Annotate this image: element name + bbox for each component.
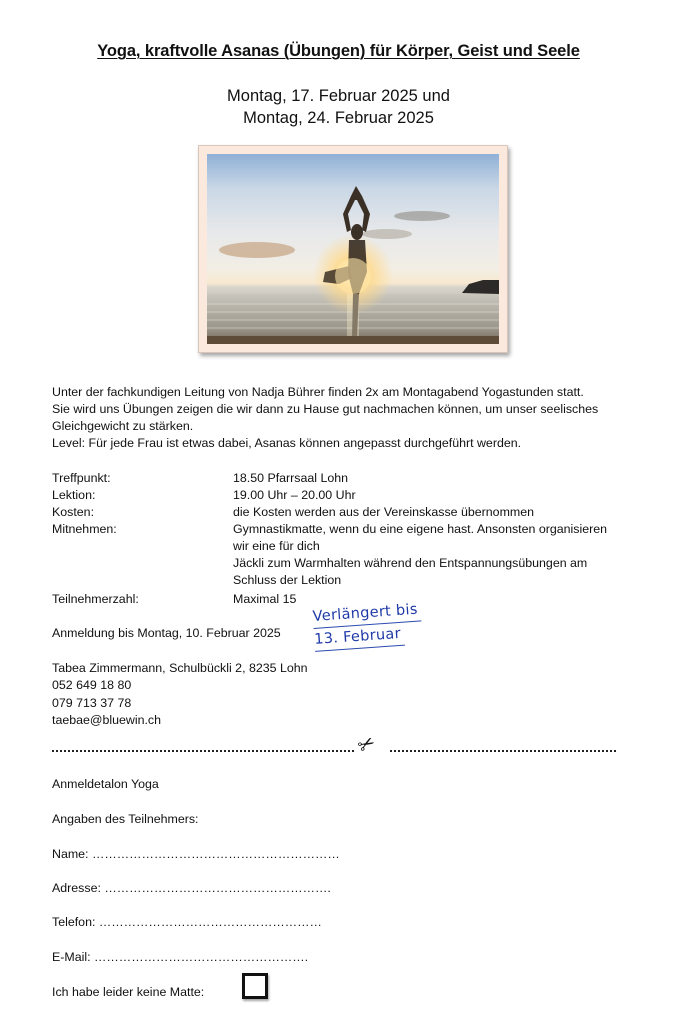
event-date-1: Montag, 17. Februar 2025 und <box>227 87 450 105</box>
detail-label: Kosten: <box>52 505 95 519</box>
form-field-address[interactable] <box>52 880 331 897</box>
handwritten-note-line: Verlängert bis <box>312 598 421 628</box>
field-label: Adresse: <box>52 881 101 895</box>
field-dots[interactable]: ……………………………………………… <box>98 915 322 929</box>
detail-label: Mitnehmen: <box>52 522 117 536</box>
detail-label: Teilnehmerzahl: <box>52 592 139 606</box>
form-heading: Anmeldetalon Yoga <box>52 777 159 791</box>
contact-phone-1: 052 649 18 80 <box>52 678 132 692</box>
detail-value-line: Gymnastikmatte, wenn du eine eigene hast. Ansonsten organisieren <box>233 522 608 536</box>
detail-value <box>233 521 653 589</box>
intro-line: Unter der fachkundigen Leitung von Nadja Bührer finden 2x am Montagabend Yogastunden statt. <box>52 385 584 399</box>
handwritten-note <box>312 596 455 652</box>
field-dots[interactable]: ………………………………………………. <box>104 881 331 895</box>
contact-address: Tabea Zimmermann, Schulbückli 2, 8235 Lohn <box>52 661 308 675</box>
detail-value-line: wir eine für dich <box>233 539 320 553</box>
cut-line <box>52 729 617 760</box>
intro-paragraph <box>52 384 652 452</box>
field-label: Telefon: <box>52 915 96 929</box>
detail-value: 19.00 Uhr – 20.00 Uhr <box>233 488 356 502</box>
cut-line-dots-left <box>52 750 354 752</box>
detail-value: Maximal 15 <box>233 592 297 606</box>
cut-line-dots-right <box>390 750 616 752</box>
form-field-email[interactable] <box>52 949 308 966</box>
detail-label: Lektion: <box>52 488 96 502</box>
detail-label: Treffpunkt: <box>52 471 111 485</box>
detail-value-line: Jäckli zum Warmhalten während den Entspannungsübungen am <box>233 556 588 570</box>
form-field-phone[interactable] <box>52 914 322 931</box>
page-title: Yoga, kraftvolle Asanas (Übungen) für Körper, Geist und Seele <box>97 42 580 60</box>
field-dots[interactable]: …………………………………………………… <box>91 847 340 861</box>
yoga-photo <box>207 154 499 344</box>
contact-phone-2: 079 713 37 78 <box>52 696 132 710</box>
intro-line: Gleichgewicht zu stärken. <box>52 419 194 433</box>
no-mat-label: Ich habe leider keine Matte: <box>52 985 205 999</box>
registration-deadline: Anmeldung bis Montag, 10. Februar 2025 <box>52 626 281 640</box>
intro-line: Level: Für jede Frau ist etwas dabei, Asanas können angepasst durchgeführt werden. <box>52 436 522 450</box>
detail-value-line: Schluss der Lektion <box>233 573 342 587</box>
intro-line: Sie wird uns Übungen zeigen die wir dann zu Hause gut nachmachen können, um unser seelisches <box>52 402 599 416</box>
form-field-name[interactable] <box>52 846 340 863</box>
detail-value: 18.50 Pfarrsaal Lohn <box>233 471 349 485</box>
yoga-silhouette-icon <box>207 154 499 344</box>
field-label: E-Mail: <box>52 950 91 964</box>
field-label: Name: <box>52 847 89 861</box>
event-date-2: Montag, 24. Februar 2025 <box>243 109 434 127</box>
form-subheading: Angaben des Teilnehmers: <box>52 812 199 826</box>
contact-email[interactable]: taebae@bluewin.ch <box>52 713 162 727</box>
handwritten-note-line: 13. Februar <box>314 623 405 652</box>
yoga-photo-frame <box>198 145 508 353</box>
detail-value: die Kosten werden aus der Vereinskasse übernommen <box>233 505 534 519</box>
field-dots[interactable]: ……………………………………………. <box>94 950 309 964</box>
scissors-icon: ✂ <box>353 729 380 759</box>
no-mat-checkbox[interactable] <box>242 973 268 999</box>
